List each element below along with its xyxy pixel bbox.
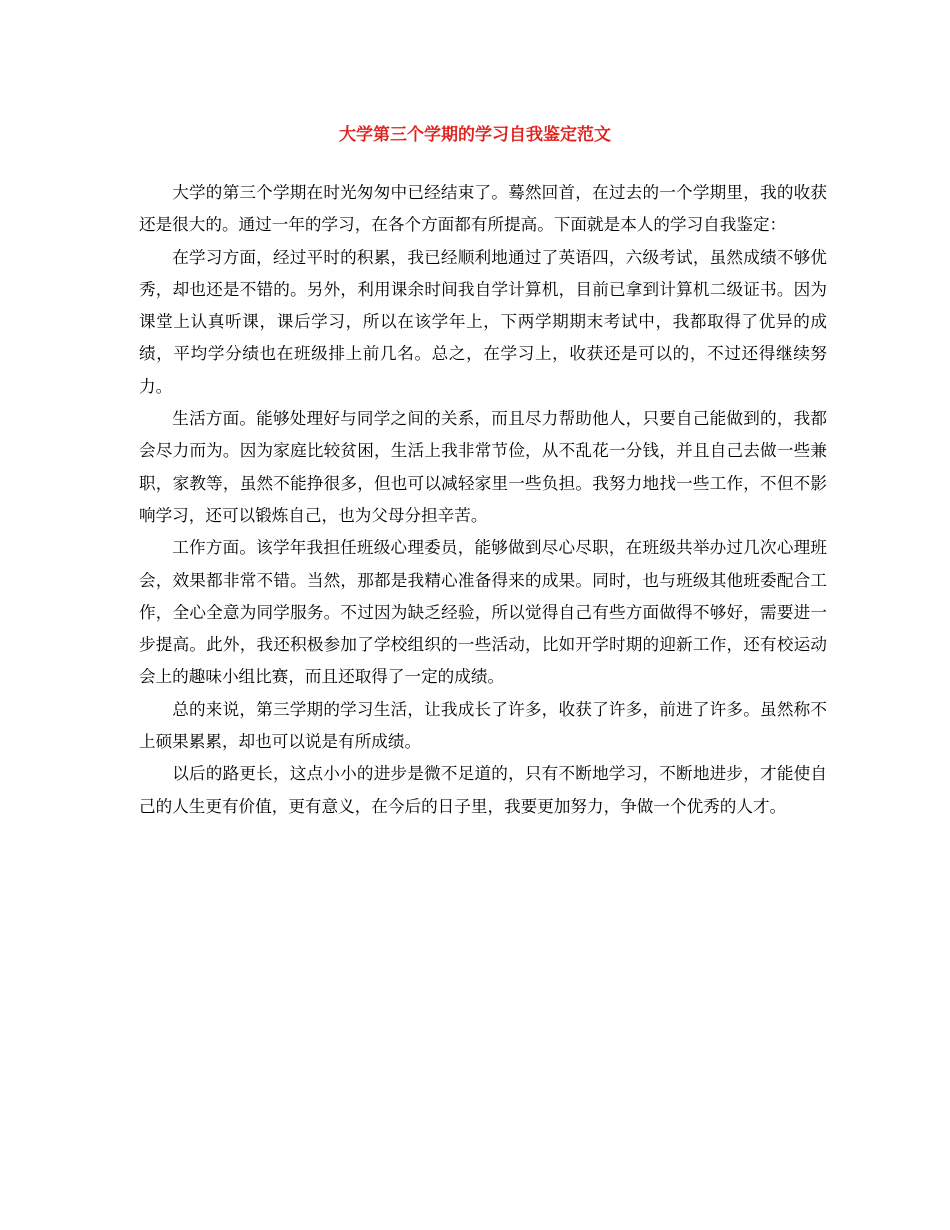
paragraph-summary: 总的来说，第三学期的学习生活，让我成长了许多，收获了许多，前进了许多。虽然称不上硕果累累，却也可以说是有所成绩。 [139, 699, 827, 752]
document-title: 大学第三个学期的学习自我鉴定范文 [339, 125, 611, 145]
document-body [139, 177, 827, 823]
paragraph-outlook: 以后的路更长，这点小小的进步是微不足道的，只有不断地学习，不断地进步，才能使自己的人生更有价值，更有意义，在今后的日子里，我要更加努力，争做一个优秀的人才。 [139, 764, 827, 816]
paragraph-life: 生活方面。能够处理好与同学之间的关系，而且尽力帮助他人，只要自己能做到的，我都会尽力而为。因为家庭比较贫困，生活上我非常节俭，从不乱花一分钱，并且自己去做一些兼职，家教等，虽然不能挣很多，但也可以减轻家里一些负担。我努力地找一些工作，不但不影响学习，还可以锻炼自己，也为父母分担辛苦。 [139, 409, 827, 525]
paragraph-study: 在学习方面，经过平时的积累，我已经顺利地通过了英语四，六级考试，虽然成绩不够优秀，却也还是不错的。另外，利用课余时间我自学计算机，目前已拿到计算机二级证书。因为课堂上认真听课，课后学习，所以在该学年上，下两学期期末考试中，我都取得了优异的成绩，平均学分绩也在班级排上前几名。总之，在学习上，收获还是可以的，不过还得继续努力。 [139, 247, 827, 396]
paragraph-intro: 大学的第三个学期在时光匆匆中已经结束了。蓦然回首，在过去的一个学期里，我的收获还是很大的。通过一年的学习，在各个方面都有所提高。下面就是本人的学习自我鉴定： [139, 183, 827, 235]
paragraph-work: 工作方面。该学年我担任班级心理委员，能够做到尽心尽职，在班级共举办过几次心理班会，效果都非常不错。当然，那都是我精心准备得来的成果。同时，也与班级其他班委配合工作，全心全意为同学服务。不过因为缺乏经验，所以觉得自己有些方面做得不够好，需要进一步提高。此外，我还积极参加了学校组织的一些活动，比如开学时期的迎新工作，还有校运动会上的趣味小组比赛，而且还取得了一定的成绩。 [139, 538, 827, 687]
